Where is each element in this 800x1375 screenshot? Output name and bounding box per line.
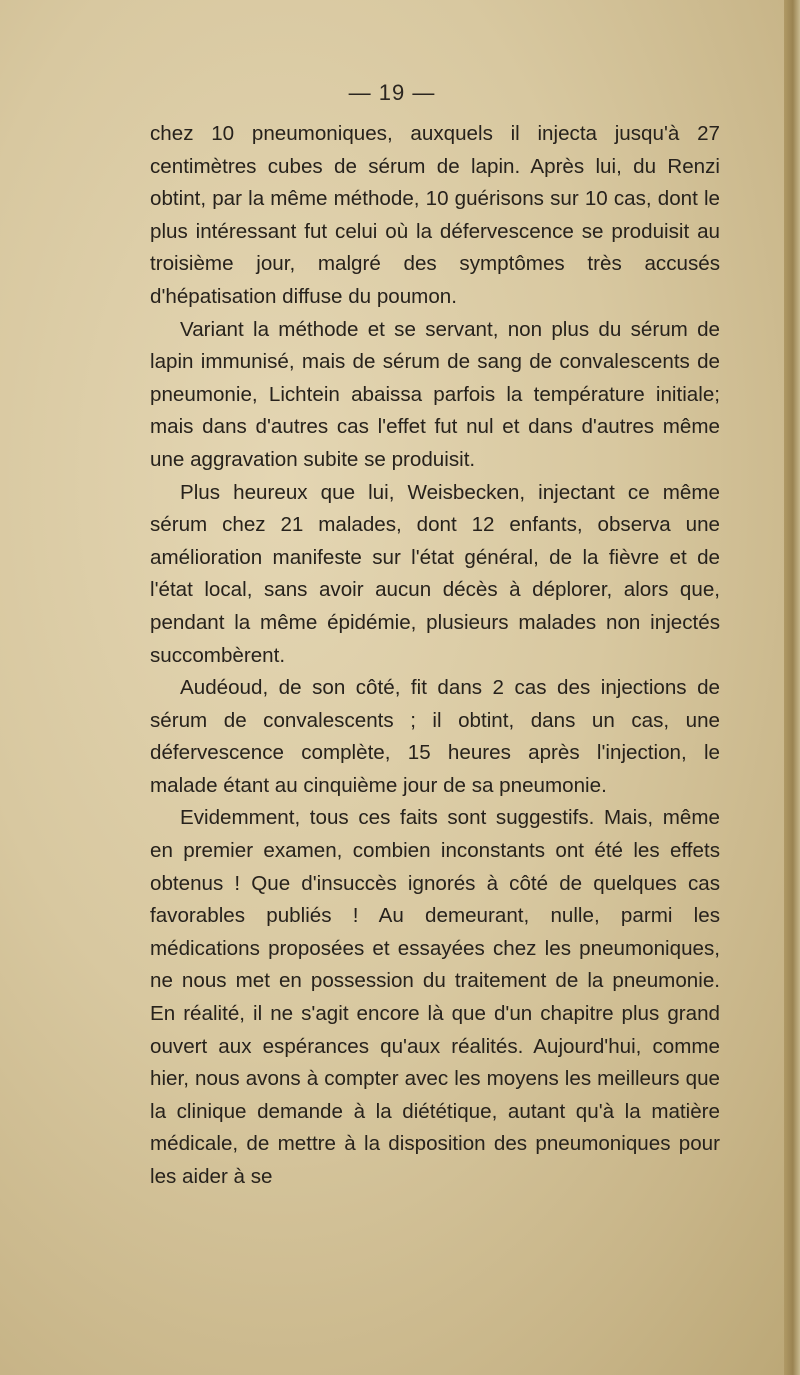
paragraph-1: chez 10 pneumoniques, auxquels il injecta jusqu'à 27 centimètres cubes de sérum de lapin. Après lui, du Renzi obtint, par la même méthode, 10 guérisons sur 10 cas, dont le plus intéressant fut celui où la défervescence se produisit au troisième jour, malgré des symptômes très accusés d'hépatisation diffuse du poumon. [150, 122, 720, 308]
paragraph-2: Variant la méthode et se servant, non plus du sérum de lapin immunisé, mais de sérum de sang de convalescents de pneumonie, Lichtein abaissa parfois la température initiale; mais dans d'autres cas l'effet fut nul et dans d'autres même une aggravation subite se produisit. [150, 317, 720, 471]
page-binding-edge [784, 0, 800, 1375]
paragraph-5: Evidemment, tous ces faits sont suggestifs. Mais, même en premier examen, combien inconstants ont été les effets obtenus ! Que d'insuccès ignorés à côté de quelques cas favorables publiés ! Au demeurant, nulle, parmi les médications proposées et essayées chez les pneumoniques, ne nous met en possession du traitement de la pneumonie. En réalité, il ne s'agit encore là que d'un chapitre plus grand ouvert aux espérances qu'aux réalités. Aujourd'hui, comme hier, nous avons à compter avec les moyens les meilleurs que la clinique demande à la diététique, autant qu'à la matière médicale, de mettre à la disposition des pneumoniques pour les aider à se [150, 806, 720, 1188]
paragraph-3: Plus heureux que lui, Weisbecken, injectant ce même sérum chez 21 malades, dont 12 enfants, observa une amélioration manifeste sur l'état général, de la fièvre et de l'état local, sans avoir aucun décès à déplorer, alors que, pendant la même épidémie, plusieurs malades non injectés succombèrent. [150, 480, 720, 667]
body-text [150, 118, 720, 1194]
paragraph-4: Audéoud, de son côté, fit dans 2 cas des injections de sérum de convalescents ; il obtint, dans un cas, une défervescence complète, 15 heures après l'injection, le malade étant au cinquième jour de sa pneumonie. [150, 676, 720, 797]
page-number: — 19 — [348, 80, 436, 105]
